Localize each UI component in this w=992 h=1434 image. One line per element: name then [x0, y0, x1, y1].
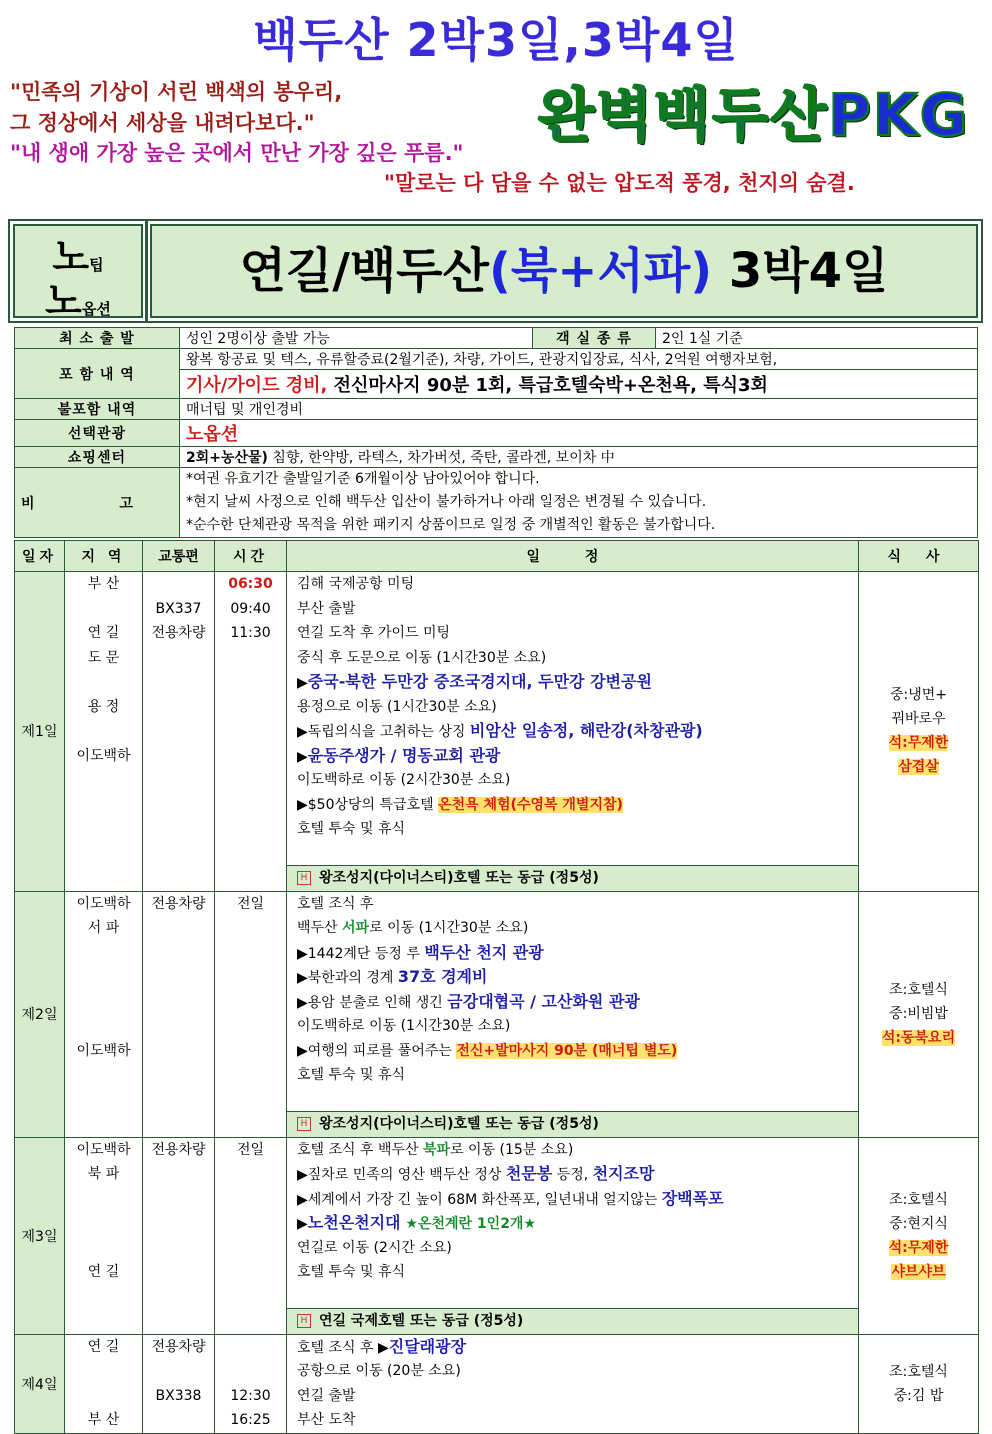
inclusions-rest: 전신마사지 90분 1회, 특급호텔숙박+온천욕, 특식3회: [327, 375, 768, 396]
time-line: [215, 1187, 286, 1212]
itinerary-text: 연길 도착 후 가이드 미팅: [297, 625, 451, 641]
itinerary-text: 호텔 투숙 및 휴식: [297, 1067, 406, 1083]
itinerary-highlight: 온천욕 체험(수영복 개별지참): [438, 796, 623, 813]
tag-no-1: 노: [52, 235, 90, 279]
transport-line: [143, 1088, 214, 1113]
day-label: 제2일: [15, 891, 65, 1137]
time-line: 전일: [236, 1141, 265, 1158]
transport-line: BX338: [155, 1387, 202, 1404]
itinerary-line: [287, 597, 858, 622]
itinerary-highlight: 서파: [342, 920, 370, 936]
time-line: [215, 1063, 286, 1088]
itinerary-line: [287, 1138, 858, 1163]
transport-cell: [143, 1334, 215, 1433]
transport-line: [143, 842, 214, 867]
time-cell: [215, 891, 287, 1137]
itinerary-highlight: 북파: [423, 1141, 451, 1158]
inclusions-line-2: [179, 370, 977, 399]
itinerary-text: 이도백하로 이동 (1시간30분 소요): [297, 1018, 511, 1034]
col-day: 일자: [15, 541, 65, 572]
time-line: [215, 1359, 286, 1384]
transport-line: [143, 1359, 214, 1384]
itinerary-text: 로 이동 (1시간30분 소요): [369, 920, 529, 936]
time-line: 06:30: [228, 576, 273, 592]
itinerary-text: 연길로 이동 (2시간 소요): [297, 1239, 452, 1256]
meal-line: 조:호텔식: [889, 982, 948, 998]
region-line: 이도백하: [76, 747, 131, 764]
region-line: 도 문: [87, 649, 120, 666]
meal-line: 중:김 밥: [893, 1387, 944, 1404]
meal-special-text: 석:무제한: [888, 735, 949, 752]
itinerary-text: ▶용암 분출로 인해 생긴: [297, 994, 448, 1011]
itinerary-line: [287, 719, 858, 744]
transport-line: [143, 817, 214, 842]
day-row: [15, 572, 979, 892]
region-line: [65, 990, 142, 1015]
itinerary-line: [287, 1260, 858, 1285]
note-3: *순수한 단체관광 목적을 위한 패키지 상품이므로 일정 중 개별적인 활동은 불가합니다.: [185, 517, 716, 533]
region-line: [65, 597, 142, 622]
no-tip-no-option-badge: [13, 224, 143, 323]
shopping-label: 쇼핑센터: [15, 447, 180, 468]
transport-line: [143, 1039, 214, 1064]
tag-no-2: 노: [45, 279, 82, 323]
meal-line: 조:호텔식: [889, 1363, 948, 1380]
exclusions-label: 불포함 내역: [15, 399, 180, 420]
itinerary-line: [287, 941, 858, 966]
quote-line-1: "민족의 기상이 서린 백색의 봉우리,: [10, 80, 343, 104]
transport-line: [143, 646, 214, 671]
col-meal: 식 사: [859, 541, 979, 572]
itinerary-line: [287, 621, 858, 646]
time-line: [215, 1014, 286, 1039]
col-time: 시간: [215, 541, 287, 572]
itinerary-highlight: 장백폭포: [661, 1188, 724, 1208]
region-line: 연 길: [87, 1264, 120, 1280]
schedule-table: [14, 540, 979, 1434]
itinerary-text: ▶독립의식을 고취하는 상징: [297, 724, 470, 740]
itinerary-line: [287, 1039, 858, 1064]
transport-line: 전용차량: [151, 625, 206, 641]
transport-line: [143, 916, 214, 941]
meal-line: 중:비빔밥: [889, 1006, 948, 1022]
time-line: [215, 719, 286, 744]
time-line: [215, 1162, 286, 1187]
hotel-icon: H: [297, 1117, 311, 1131]
meal-special-text: 삼겹살: [898, 759, 939, 776]
transport-line: 전용차량: [151, 1141, 206, 1158]
itinerary-text: ▶: [297, 748, 308, 765]
region-line: [65, 1063, 142, 1088]
meal-cell: [859, 572, 979, 892]
region-line: 부 산: [87, 1412, 120, 1428]
hotel-row: [287, 1308, 858, 1334]
hotel-icon: H: [297, 1314, 311, 1328]
time-line: 16:25: [230, 1412, 271, 1428]
itinerary-highlight: 백두산 천지 관광: [424, 942, 544, 962]
region-line: [65, 1384, 142, 1409]
meal-line: 꿔바로우: [891, 711, 946, 728]
itinerary-line: [287, 1162, 858, 1187]
region-line: [65, 1236, 142, 1261]
itinerary-text: 부산 출발: [297, 600, 356, 617]
region-line: [65, 1285, 142, 1310]
time-line: [215, 1285, 286, 1310]
exclusions-value: 매너팁 및 개인경비: [179, 399, 977, 420]
region-cell: [65, 891, 143, 1137]
transport-line: [143, 744, 214, 769]
itinerary-highlight: 진달래광장: [388, 1336, 467, 1356]
transport-line: [143, 990, 214, 1015]
itinerary-text: 호텔 투숙 및 휴식: [297, 821, 406, 837]
meal-line: 중:냉면+: [889, 687, 948, 704]
region-line: [65, 1014, 142, 1039]
day-row: [15, 1334, 979, 1433]
quote-line-2: 그 정상에서 세상을 내려다보다.": [10, 111, 315, 135]
transport-line: [143, 1112, 214, 1137]
region-line: 이도백하: [76, 895, 131, 912]
itinerary-text: 연길 출발: [297, 1387, 356, 1404]
hotel-name: 왕조성지(다이너스티)호텔 또는 동급 (정5성): [319, 1115, 599, 1132]
transport-line: [143, 1162, 214, 1187]
itinerary-line: [287, 768, 858, 793]
time-cell: [215, 1137, 287, 1334]
region-line: [65, 1359, 142, 1384]
time-line: [215, 1112, 286, 1137]
itinerary-text: 김해 국제공항 미팅: [297, 576, 415, 592]
room-type-label: 객 실 종 류: [532, 328, 655, 349]
meal-special-line: [860, 1236, 977, 1260]
transport-line: [143, 1211, 214, 1236]
itinerary-highlight: 37호 경계비: [397, 967, 488, 986]
quote-line-4: "말로는 다 담을 수 없는 압도적 풍경, 천지의 숨결.: [384, 171, 855, 195]
time-line: [215, 1236, 286, 1261]
region-line: 이도백하: [76, 1042, 131, 1059]
notes-label: 비 고: [15, 468, 180, 538]
meal-line: 조:호텔식: [889, 1191, 948, 1208]
itinerary-text: 용정으로 이동 (1시간30분 소요): [297, 698, 497, 715]
day-row: [15, 891, 979, 1137]
region-line: [65, 1309, 142, 1334]
meal-cell: [859, 891, 979, 1137]
itinerary-text: 호텔 조식 후 ▶: [297, 1339, 389, 1356]
time-line: [215, 817, 286, 842]
itinerary-text: 로 이동 (15분 소요): [450, 1141, 574, 1158]
quote-line-3: "내 생애 가장 높은 곳에서 만난 가장 깊은 푸름.": [10, 141, 464, 165]
region-cell: [65, 1334, 143, 1433]
shopping-value: [179, 447, 977, 468]
shopping-items: 침향, 한약방, 라텍스, 차가버섯, 죽탄, 콜라겐, 보이차 中: [267, 450, 615, 466]
time-line: [215, 695, 286, 720]
time-line: [215, 1335, 286, 1360]
itinerary-cell: [287, 1137, 859, 1334]
product-title: [150, 224, 978, 318]
transport-cell: [143, 1137, 215, 1334]
itinerary-text: ▶여행의 피로를 풀어주는: [297, 1042, 457, 1059]
region-line: [65, 1112, 142, 1137]
time-line: [215, 866, 286, 891]
region-cell: [65, 1137, 143, 1334]
region-line: 이도백하: [76, 1141, 131, 1158]
itinerary-text: 호텔 투숙 및 휴식: [297, 1264, 406, 1280]
time-line: 09:40: [230, 600, 271, 617]
optional-tour-value: 노옵션: [179, 420, 977, 447]
itinerary-text: 등정,: [552, 1167, 593, 1183]
itinerary-line: [287, 1408, 858, 1433]
itinerary-line: [287, 916, 858, 941]
itinerary-cell: [287, 891, 859, 1137]
inclusions-line-1: 왕복 항공료 및 텍스, 유류할증료(2월기준), 차량, 가이드, 관광지입장료, 식사, 2억원 여행자보험,: [179, 349, 977, 370]
transport-line: [143, 1260, 214, 1285]
transport-line: [143, 1014, 214, 1039]
inclusions-label: 포 함 내 역: [15, 349, 180, 399]
transport-line: BX337: [155, 600, 202, 617]
itinerary-highlight: 천문봉: [505, 1164, 553, 1183]
note-1: *여권 유효기간 출발일기준 6개월이상 남아있어야 합니다.: [185, 471, 540, 487]
meal-cell: [859, 1137, 979, 1334]
transport-line: [143, 1187, 214, 1212]
day-label: 제4일: [15, 1334, 65, 1433]
optional-tour-label: 선택관광: [15, 420, 180, 447]
region-line: [65, 965, 142, 990]
itinerary-line: [287, 892, 858, 917]
meal-special-line: [860, 731, 977, 755]
transport-line: [143, 719, 214, 744]
meal-cell: [859, 1334, 979, 1433]
itinerary-line: [287, 695, 858, 720]
time-line: [215, 965, 286, 990]
time-line: [215, 842, 286, 867]
time-cell: [215, 1334, 287, 1433]
region-line: 용 정: [87, 698, 120, 715]
region-line: 서 파: [87, 920, 120, 936]
itinerary-text: ▶북한과의 경계: [297, 970, 398, 986]
region-line: [65, 719, 142, 744]
region-line: [65, 1088, 142, 1113]
time-line: [215, 768, 286, 793]
info-table: [14, 327, 978, 538]
transport-cell: [143, 891, 215, 1137]
meal-special-line: [860, 1026, 977, 1050]
time-line: 전일: [236, 895, 265, 912]
itinerary-text: 이도백하로 이동 (2시간30분 소요): [297, 772, 511, 788]
room-type-value: 2인 1실 기준: [655, 328, 977, 349]
transport-line: 전용차량: [151, 1338, 206, 1355]
region-line: [65, 1187, 142, 1212]
note-2: *현지 날씨 사정으로 인해 백두산 입산이 불가하거나 아래 일정은 변경될 수 있습니다.: [185, 494, 707, 510]
transport-line: [143, 670, 214, 695]
itinerary-text: ▶: [297, 675, 308, 691]
day-row: [15, 1137, 979, 1334]
region-line: [65, 1211, 142, 1236]
transport-line: [143, 793, 214, 818]
itinerary-text: ▶짚차로 민족의 영산 백두산 정상: [297, 1167, 506, 1183]
itinerary-line: [287, 572, 858, 597]
itinerary-text: ▶세계에서 가장 긴 높이 68M 화산폭포, 일년내내 얼지않는: [297, 1191, 662, 1208]
itinerary-line: [287, 646, 858, 671]
itinerary-highlight: 노천온천지대: [307, 1213, 401, 1232]
time-line: [215, 1039, 286, 1064]
itinerary-text: 호텔 조식 후 백두산: [297, 1141, 423, 1158]
region-line: 북 파: [87, 1166, 120, 1182]
transport-line: [143, 866, 214, 891]
time-line: [215, 941, 286, 966]
itinerary-line: [287, 670, 858, 695]
col-itinerary: 일 정: [287, 541, 859, 572]
transport-line: [143, 1236, 214, 1261]
package-logo: 완벽백두산PKG: [538, 81, 970, 149]
hotel-name: 연길 국제호텔 또는 동급 (정5성): [319, 1312, 524, 1329]
region-line: 연 길: [87, 1338, 120, 1355]
inclusions-highlight: 기사/가이드 경비,: [185, 375, 328, 396]
transport-line: [143, 941, 214, 966]
itinerary-cell: [287, 572, 859, 892]
time-line: [215, 1309, 286, 1334]
itinerary-highlight: 금강대협곡 / 고산화원 관광: [447, 991, 640, 1011]
transport-line: [143, 1309, 214, 1334]
itinerary-text: 백두산: [297, 920, 343, 936]
itinerary-text: 공항으로 이동 (20분 소요): [297, 1363, 461, 1379]
time-line: [215, 1211, 286, 1236]
itinerary-line: [287, 1063, 858, 1088]
time-line: 12:30: [230, 1387, 271, 1404]
transport-line: 전용차량: [151, 895, 206, 912]
region-line: [65, 768, 142, 793]
time-line: [215, 1088, 286, 1113]
itinerary-line: [287, 990, 858, 1015]
itinerary-text: 중식 후 도문으로 이동 (1시간30분 소요): [297, 649, 547, 666]
region-line: [65, 670, 142, 695]
time-line: [215, 793, 286, 818]
itinerary-text: ▶: [297, 1216, 308, 1232]
itinerary-line: [287, 1359, 858, 1384]
col-transport: 교통편: [143, 541, 215, 572]
time-line: [215, 1260, 286, 1285]
itinerary-line: [287, 965, 858, 990]
region-line: [65, 941, 142, 966]
itinerary-cell: [287, 1334, 859, 1433]
time-line: [215, 670, 286, 695]
hotel-icon: H: [297, 871, 311, 885]
time-line: [215, 916, 286, 941]
transport-line: [143, 695, 214, 720]
shopping-count: 2회+농산물): [185, 450, 268, 466]
itinerary-line: [287, 744, 858, 769]
itinerary-line: [287, 1187, 858, 1212]
min-departure-label: 최 소 출 발: [15, 328, 180, 349]
meal-special-line: [860, 755, 977, 779]
transport-line: [143, 1408, 214, 1433]
itinerary-text: ▶1442계단 등정 루: [297, 945, 425, 962]
notes-value: [179, 468, 977, 538]
itinerary-text: 호텔 조식 후: [297, 895, 374, 912]
itinerary-highlight: 전신+발마사지 90분 (매너팁 별도): [456, 1042, 678, 1059]
transport-line: [143, 1063, 214, 1088]
time-line: [215, 646, 286, 671]
day-label: 제3일: [15, 1137, 65, 1334]
tag-option: 옵션: [81, 300, 111, 318]
hotel-row: [287, 865, 858, 891]
itinerary-line: [287, 1211, 858, 1236]
col-region: 지 역: [65, 541, 143, 572]
meal-line: 중:현지식: [889, 1215, 948, 1232]
itinerary-text: 부산 도착: [297, 1412, 356, 1428]
min-departure-value: 성인 2명이상 출발 가능: [179, 328, 532, 349]
hotel-name: 왕조성지(다이너스티)호텔 또는 동급 (정5성): [319, 869, 599, 886]
tag-tip: 팁: [89, 256, 104, 274]
itinerary-highlight: 윤동주생가 / 명동교회 관광: [307, 745, 501, 765]
product-title-region: 연길/백두산: [239, 243, 489, 299]
region-line: 부 산: [87, 576, 120, 592]
transport-line: [143, 965, 214, 990]
product-title-route: (북+서파): [488, 243, 713, 299]
region-cell: [65, 572, 143, 892]
main-title: 백두산 2박3일,3박4일: [253, 13, 739, 67]
product-title-duration: 3박4일: [712, 243, 889, 299]
transport-line: [143, 572, 214, 597]
meal-special-line: [860, 1260, 977, 1284]
region-line: [65, 817, 142, 842]
meal-special-text: 석:동북요리: [881, 1030, 956, 1046]
time-line: [215, 744, 286, 769]
region-line: [65, 866, 142, 891]
time-cell: [215, 572, 287, 892]
region-line: [65, 793, 142, 818]
itinerary-line: [287, 1014, 858, 1039]
transport-line: [143, 768, 214, 793]
itinerary-line: [287, 793, 858, 818]
itinerary-highlight: 중국-북한 두만강 중조국경지대, 두만강 강변공원: [307, 672, 652, 691]
day-label: 제1일: [15, 572, 65, 892]
itinerary-line: [287, 1236, 858, 1261]
schedule-header-row: [15, 541, 979, 572]
transport-line: [143, 1285, 214, 1310]
time-line: 11:30: [230, 625, 271, 641]
hotel-row: [287, 1111, 858, 1137]
itinerary-line: [287, 1384, 858, 1409]
region-line: [65, 842, 142, 867]
itinerary-text: ▶$50상당의 특급호텔: [297, 796, 439, 813]
itinerary-highlight: 천지조망: [592, 1164, 655, 1183]
itinerary-highlight: ★온천계란 1인2개★: [400, 1216, 537, 1232]
region-line: 연 길: [87, 625, 120, 641]
itinerary-highlight: 비암산 일송정, 해란강(차창관광): [469, 721, 703, 740]
transport-cell: [143, 572, 215, 892]
itinerary-line: [287, 817, 858, 842]
time-line: [215, 990, 286, 1015]
meal-special-text: 샤브샤브: [891, 1263, 946, 1280]
itinerary-line: [287, 1335, 858, 1360]
meal-special-text: 석:무제한: [888, 1239, 949, 1256]
